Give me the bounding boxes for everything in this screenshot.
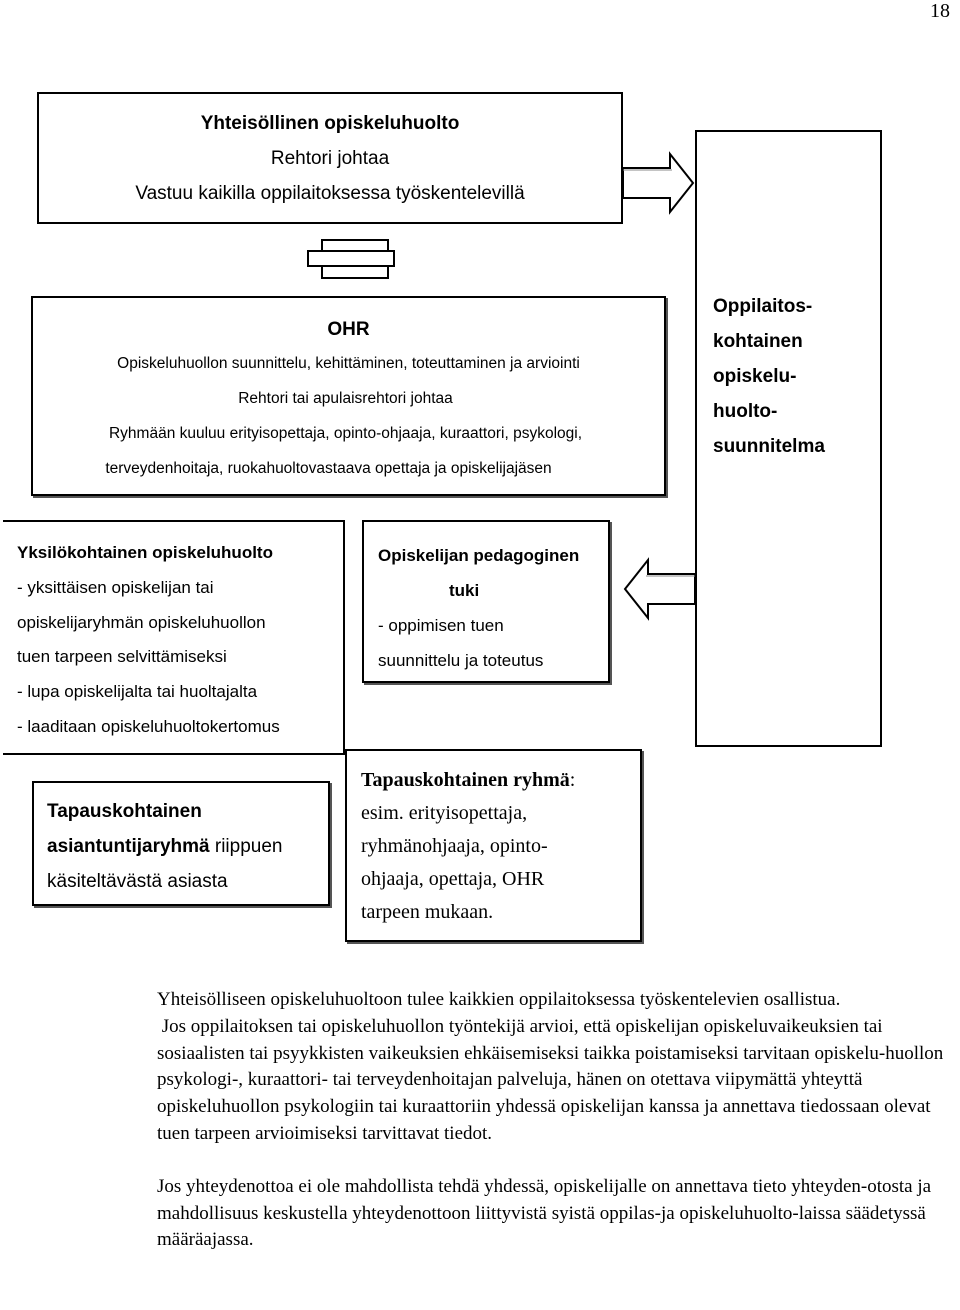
suunnitelma-line: kohtainen <box>713 331 803 352</box>
ryhma-title: Tapauskohtainen ryhmä <box>361 769 570 791</box>
yksilo-line: - yksittäisen opiskelijan tai <box>17 577 214 597</box>
yksilo-line: opiskelijaryhmän opiskeluhuollon <box>17 612 266 632</box>
pedagoginen-title: Opiskelijan pedagoginen <box>378 546 580 565</box>
paragraph: Yhteisölliseen opiskeluhuoltoon tulee kaikkien oppilaitoksessa työskentelevien osallistua. <box>157 989 841 1010</box>
ryhma-title-rest: : <box>569 769 576 791</box>
left-arrow-icon <box>625 558 697 620</box>
pedagoginen-line: suunnittelu ja toteutus <box>378 651 544 670</box>
ohr-line5: terveydenhoitaja, ruokahuoltovastaava opettaja ja opiskelijajäsen <box>105 460 552 477</box>
pedagoginen-tuki-box <box>362 520 610 683</box>
paragraph: Jos yhteydenottoa ei ole mahdollista tehdä yhdessä, opiskelijalle on annettava tieto yhteyden-otosta ja mahdollisuus keskustella yhteydenottoon liittyvistä syistä oppilas-ja opiskeluhuolto-laissa säädetyssä määräajassa. <box>157 1175 932 1251</box>
pedagoginen-title2: tuki <box>449 581 480 600</box>
tapauskohtainen-ryhma-box <box>345 749 642 942</box>
ryhma-line: tarpeen mukaan. <box>361 901 494 923</box>
yhteisollinen-title: Yhteisöllinen opiskeluhuolto <box>200 113 460 134</box>
ohr-title: OHR <box>327 319 370 340</box>
yksilo-line: - laaditaan opiskeluhuoltokertomus <box>17 716 280 736</box>
yksilo-line: tuen tarpeen selvittämiseksi <box>17 647 227 667</box>
up-down-arrow-icon <box>306 238 396 280</box>
ryhma-line: ohjaaja, opettaja, OHR <box>361 868 545 890</box>
suunnitelma-line: suunnitelma <box>713 436 825 457</box>
ryhma-line: ryhmänohjaaja, opinto- <box>361 835 548 857</box>
paragraph: Jos oppilaitoksen tai opiskeluhuollon työntekijä arvioi, että opiskelijan opiskeluvaikeuksien tai sosiaalisten tai psyykkisten vaikeuksien ehkäisemiseksi taikka poistamiseksi tarvitaan opiskelu-huollon psykologi-, kuraattori- tai terveydenhoitajan palveluja, hänen on otettava viipymättä yhteyttä opiskeluhuollon psykologiin tai kuraattoriin yhdessä opiskelijan kanssa ja annettava tiedossaan olevat tuen tarpeen arvioimiseksi tarvittavat tiedot. <box>157 1015 948 1144</box>
body-text <box>157 987 960 1254</box>
asiantuntija-bold: asiantuntijaryhmä <box>47 836 210 857</box>
suunnitelma-line: huolto- <box>713 401 778 422</box>
ohr-line4: Ryhmään kuuluu erityisopettaja, opinto-ohjaaja, kuraattori, psykologi, <box>108 425 582 442</box>
ryhma-line: esim. erityisopettaja, <box>361 802 528 824</box>
right-arrow-icon <box>623 152 695 214</box>
yksilo-line: - lupa opiskelijalta tai huoltajalta <box>17 682 258 702</box>
page-number: 18 <box>930 0 950 22</box>
yhteisollinen-opiskeluhuolto-box <box>37 92 623 224</box>
asiantuntija-rest: riippuen <box>209 836 283 857</box>
ohr-box <box>31 296 666 496</box>
yksilokohtainen-opiskeluhuolto-box <box>3 520 345 755</box>
asiantuntija-title: Tapauskohtainen <box>47 801 202 822</box>
suunnitelma-line: Oppilaitos- <box>713 296 813 317</box>
asiantuntija-line3: käsiteltävästä asiasta <box>47 871 228 892</box>
yhteisollinen-line3: Vastuu kaikilla oppilaitoksessa työskentelevillä <box>135 183 525 204</box>
pedagoginen-line: - oppimisen tuen <box>378 616 504 635</box>
suunnitelma-line: opiskelu- <box>713 366 797 387</box>
asiantuntijaryhma-box <box>32 781 330 906</box>
yksilo-title: Yksilökohtainen opiskeluhuolto <box>17 543 273 562</box>
opiskeluhuoltosuunnitelma-box <box>695 130 882 747</box>
ohr-line2: Opiskeluhuollon suunnittelu, kehittäminen, toteuttaminen ja arviointi <box>117 355 580 372</box>
ohr-line3: Rehtori tai apulaisrehtori johtaa <box>238 390 453 407</box>
yhteisollinen-line2: Rehtori johtaa <box>270 148 390 169</box>
